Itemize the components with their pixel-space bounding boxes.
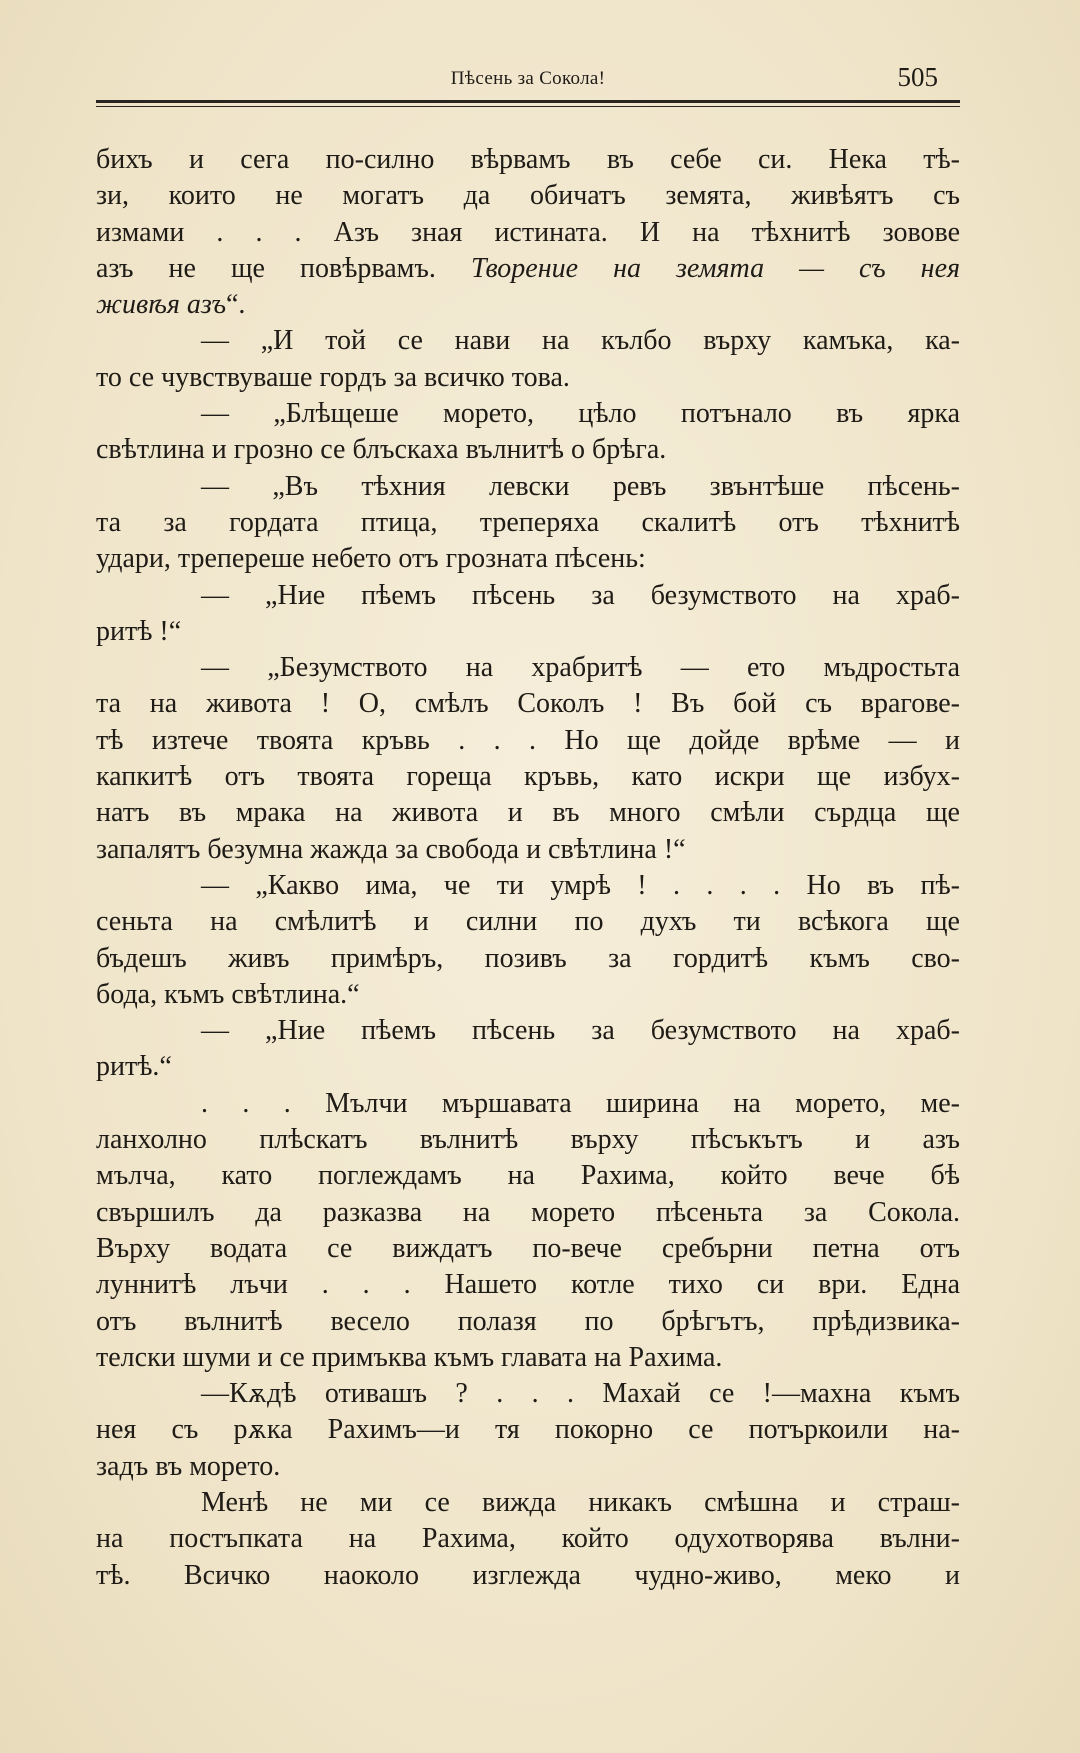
- text-line: свѣтлина и грозно се блъскаха вълнитѣ о брѣга.: [96, 434, 667, 466]
- text-line: телски шуми и се примъква къмъ главата на Рахима.: [96, 1341, 723, 1373]
- text-line: ритѣ.“: [96, 1051, 172, 1083]
- text-line: [96, 287, 960, 323]
- text-line: ритѣ !“: [96, 615, 182, 647]
- text-segment: азъ не ще повѣрвамъ.: [96, 252, 436, 284]
- page-header: [96, 58, 960, 102]
- italic-segment: Творение на земята — съ нея: [470, 252, 961, 284]
- text-line: мълча, като поглеждамъ на Рахима, който вече бѣ: [96, 1160, 960, 1192]
- text-line: отъ вълнитѣ весело полазя по брѣгътъ, прѣдизвика-: [96, 1305, 960, 1337]
- text-line: измами . . . Азъ зная истината. И на тѣхнитѣ зовове: [96, 216, 960, 248]
- text-line: луннитѣ лъчи . . . Нашето котле тихо си ври. Една: [96, 1269, 960, 1301]
- text-line: — „И той се нави на кълбо върху камъка, ка-: [201, 325, 960, 357]
- text-line: на постъпката на Рахима, който одухотворява вълни-: [96, 1523, 960, 1555]
- text-line: — „Блѣщеше морето, цѣло потънало въ ярка: [201, 398, 960, 430]
- text-line: бихъ и сега по-силно вѣрвамъ въ себе си. Нека тѣ-: [96, 144, 960, 175]
- book-page: [96, 58, 961, 1591]
- text-line: задъ въ морето.: [96, 1450, 281, 1482]
- text-line: [96, 251, 960, 287]
- header-rule-thin: [96, 106, 960, 107]
- text-line: сеньта на смѣлитѣ и силни по духъ ти всѣкога ще: [96, 906, 960, 938]
- text-line: —Кѫдѣ отивашъ ? . . . Махай се !—махна къмъ: [201, 1378, 960, 1410]
- text-line: . . . Мълчи мършавата ширина на морето, ме-: [201, 1087, 960, 1119]
- text-line: натъ въ мрака на живота и въ много смѣли сърдца ще: [96, 797, 960, 829]
- text-line: капкитѣ отъ твоята гореща кръвь, като искри ще избух-: [96, 761, 960, 793]
- text-line: бъдешъ живъ примѣръ, позивъ за гордитѣ къмъ сво-: [96, 942, 960, 974]
- text-line: запалятъ безумна жажда за свобода и свѣтлина !“: [96, 833, 686, 865]
- text-line: — „Какво има, че ти умрѣ ! . . . . Но въ пѣ-: [201, 869, 960, 901]
- text-line: ланхолно плѣскатъ вълнитѣ върху пѣсъкътъ и азъ: [96, 1124, 960, 1156]
- text-line: то се чувствуваше гордъ за всичко това.: [96, 361, 570, 393]
- text-line: та за гордата птица, треперяха скалитѣ отъ тѣхнитѣ: [96, 506, 960, 538]
- text-line: тѣ изтече твоята кръвь . . . Но ще дойде врѣме — и: [96, 724, 960, 756]
- text-line: нея съ рѫка Рахимъ—и тя покорно се потъркоили на-: [96, 1414, 960, 1446]
- running-title: Пѣсень за Сокола!: [450, 68, 606, 89]
- text-line: та на живота ! О, смѣлъ Соколъ ! Въ бой съ врагове-: [96, 688, 960, 720]
- text-line: удари, трепереше небето отъ грозната пѣсень:: [96, 543, 646, 575]
- page-number: 505: [897, 62, 938, 92]
- text-line: — „Ние пѣемъ пѣсень за безумството на храб-: [201, 1015, 960, 1047]
- body-text: [96, 142, 960, 1594]
- text-line: тѣ. Всичко наоколо изглежда чудно-живо, меко и: [96, 1559, 960, 1591]
- header-rule-thick: [96, 100, 960, 103]
- text-segment: “.: [225, 289, 246, 321]
- text-line: — „Въ тѣхния левски ревъ звънтѣше пѣсень-: [201, 470, 960, 502]
- italic-segment: живѣя азъ: [96, 289, 226, 321]
- text-line: — „Ние пѣемъ пѣсень за безумството на храб-: [201, 579, 960, 611]
- text-line: свършилъ да разказва на морето пѣсеньта за Сокола.: [96, 1196, 960, 1228]
- text-line: — „Безумството на храбритѣ — ето мъдростьта: [201, 652, 960, 684]
- text-line: зи, които не могатъ да обичатъ земята, живѣятъ съ: [96, 180, 960, 212]
- text-line: Върху водата се виждатъ по-вече сребърни петна отъ: [96, 1232, 960, 1264]
- text-line: Менѣ не ми се вижда никакъ смѣшна и страш-: [201, 1486, 960, 1518]
- text-line: бода, къмъ свѣтлина.“: [96, 978, 360, 1010]
